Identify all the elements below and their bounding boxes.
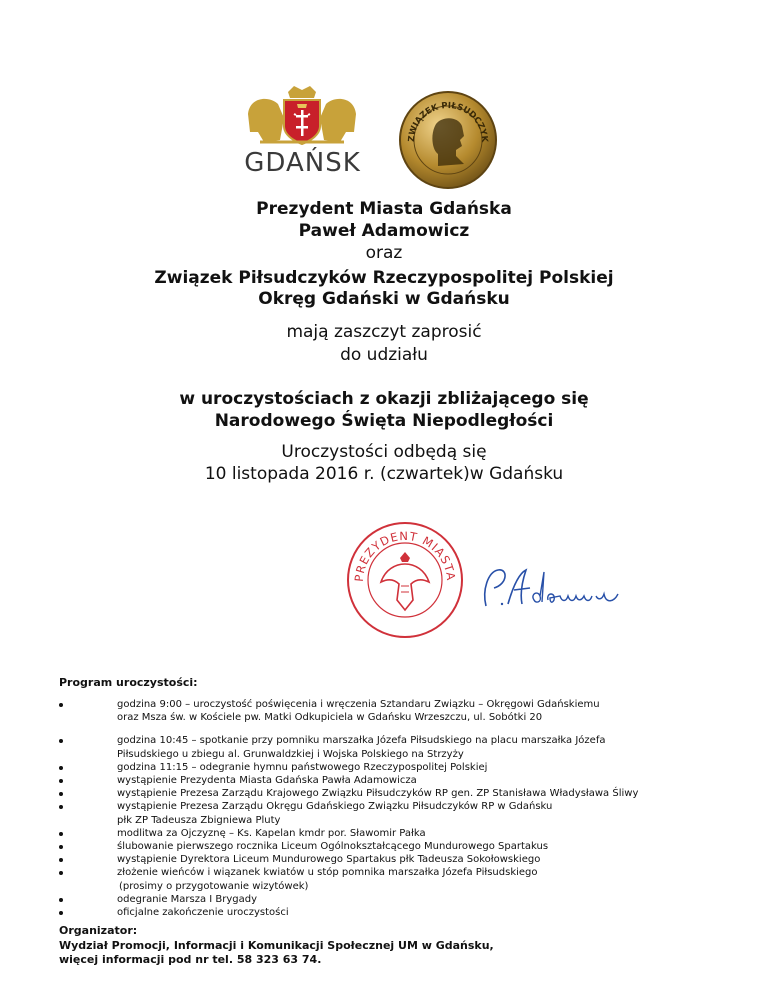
invitation-line-3: oraz <box>365 243 403 263</box>
bullet <box>59 800 69 813</box>
bullet <box>59 827 69 840</box>
list-item-continuation: (prosimy o przygotowanie wizytówek) <box>119 880 309 892</box>
bullet <box>59 761 69 774</box>
medal-emblem <box>398 90 498 190</box>
bullet <box>59 893 69 906</box>
program-list <box>59 698 739 919</box>
invitation-line-1: Prezydent Miasta Gdańska <box>256 199 512 219</box>
medal-portrait-icon <box>398 90 498 190</box>
list-item: wystąpienie Dyrektora Liceum Mundurowego Spartakus płk Tadeusza Sokołowskiego <box>59 853 739 866</box>
list-item: modlitwa za Ojczyznę – Ks. Kapelan kmdr por. Sławomir Pałka <box>59 827 739 840</box>
stamp-inscription: PREZYDENT MIASTA <box>351 528 459 583</box>
invitation-line-7: do udziału <box>340 345 428 365</box>
bullet <box>59 787 69 800</box>
signature-icon <box>478 560 635 621</box>
organizer-label: Organizator: <box>59 924 138 937</box>
invitation-line-2: Paweł Adamowicz <box>298 221 470 241</box>
invitation-line-5: Okręg Gdański w Gdańsku <box>258 289 510 309</box>
organizer-block <box>59 924 494 968</box>
list-item: wystąpienie Prezesa Zarządu Okręgu Gdańskiego Związku Piłsudczyków RP w Gdańsku <box>59 800 739 813</box>
bullet <box>59 774 69 787</box>
list-item-continuation: płk ZP Tadeusza Zbigniewa Pluty <box>117 814 281 826</box>
organizer-line-2: więcej informacji pod nr tel. 58 323 63 74. <box>59 953 322 966</box>
gdansk-crest-icon <box>240 84 365 146</box>
bullet <box>59 840 69 853</box>
invitation-line-9: Narodowego Święta Niepodległości <box>214 411 554 431</box>
list-item: godzina 10:45 – spotkanie przy pomniku marszałka Józefa Piłsudskiego na placu marszałka Józefa <box>59 734 739 747</box>
list-item: godzina 11:15 – odegranie hymnu państwowego Rzeczypospolitej Polskiej <box>59 761 739 774</box>
bullet <box>59 906 69 919</box>
invitation-line-6: mają zaszczyt zaprosić <box>286 322 482 342</box>
signature <box>478 560 635 621</box>
list-item: wystąpienie Prezesa Zarządu Krajowego Związku Piłsudczyków RP gen. ZP Stanisława Władysława Śliwy <box>59 787 739 800</box>
list-item: godzina 9:00 – uroczystość poświęcenia i wręczenia Sztandaru Związku – Okręgowi Gdańskiemu <box>59 698 739 711</box>
list-item: złożenie wieńców i wiązanek kwiatów u stóp pomnika marszałka Józefa Piłsudskiego <box>59 866 739 879</box>
bullet <box>59 698 69 711</box>
medal-inscription: ZWIĄZEK PIŁSUDCZYK <box>406 100 490 143</box>
list-item: odegranie Marsza I Brygady <box>59 893 739 906</box>
list-item: oficjalne zakończenie uroczystości <box>59 906 739 919</box>
invitation-line-4: Związek Piłsudczyków Rzeczypospolitej Polskiej <box>154 268 614 288</box>
organizer-line-1: Wydział Promocji, Informacji i Komunikacji Społecznej UM w Gdańsku, <box>59 938 494 952</box>
bullet <box>59 866 69 879</box>
gdansk-logo-text: GDAŃSK <box>244 148 361 178</box>
invitation-line-8: w uroczystościach z okazji zbliżającego się <box>179 389 589 409</box>
invitation-line-10: Uroczystości odbędą się <box>281 442 487 462</box>
bullet <box>59 734 69 747</box>
signature-text: P. Adamowicz <box>628 620 635 621</box>
gdansk-crest-logo <box>240 84 365 184</box>
official-stamp <box>345 520 465 640</box>
bullet <box>59 853 69 866</box>
stamp-eagle-icon <box>345 520 465 640</box>
invitation-line-11: 10 listopada 2016 r. (czwartek)w Gdańsku <box>204 464 564 484</box>
program-title: Program uroczystości: <box>59 676 198 689</box>
list-item-continuation: Piłsudskiego u zbiegu al. Grunwaldzkiej i Wojska Polskiego na Strzyży <box>117 748 464 760</box>
list-item: ślubowanie pierwszego rocznika Liceum Ogólnokształcącego Mundurowego Spartakus <box>59 840 739 853</box>
list-item: wystąpienie Prezydenta Miasta Gdańska Pawła Adamowicza <box>59 774 739 787</box>
list-item-continuation: oraz Msza św. w Kościele pw. Matki Odkupiciela w Gdańsku Wrzeszczu, ul. Sobótki 20 <box>117 712 543 724</box>
